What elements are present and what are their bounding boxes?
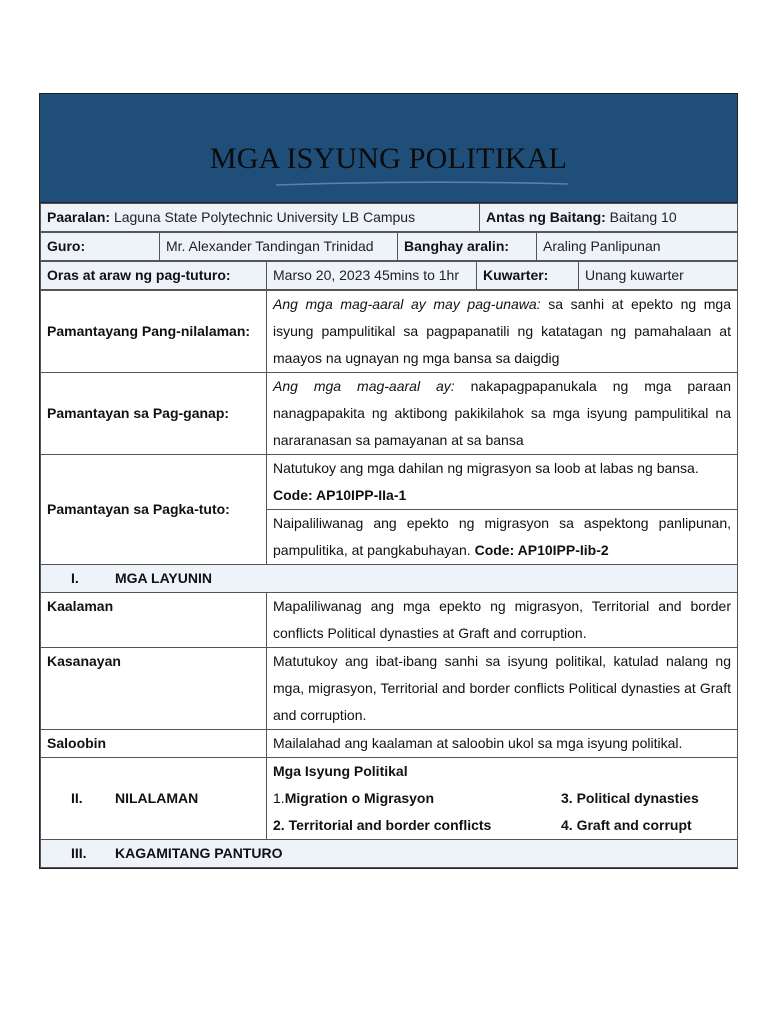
section-kagamitan-heading	[41, 840, 738, 868]
kasanayan-label: Kasanayan	[41, 648, 267, 730]
nilalaman-item-4: 4. Graft and corrupt	[561, 817, 692, 833]
nilalaman-list-row-2	[273, 812, 731, 839]
pamantayang-nilalaman-value	[267, 291, 738, 373]
row-saloobin	[41, 730, 738, 758]
pagka-tuto-1-text: Natutukoy ang mga dahilan ng migrasyon sa loob at labas ng bansa.	[273, 460, 699, 476]
row-pamantayan-pagka-tuto-1	[41, 455, 738, 510]
row-kasanayan	[41, 648, 738, 730]
section-kagamitan-num: III.	[71, 845, 87, 861]
content-table	[40, 290, 738, 868]
pagka-tuto-2-code: Code: AP10IPP-Iib-2	[474, 542, 609, 558]
row-section-kagamitan	[41, 840, 738, 868]
section-layunin-num: I.	[71, 570, 79, 586]
antas-value: Baitang 10	[609, 209, 677, 225]
guro-label: Guro:	[41, 233, 160, 261]
nilalaman-content	[267, 758, 738, 840]
banghay-label: Banghay aralin:	[398, 233, 537, 261]
nilalaman-item-1-text: Migration o Migrasyon	[284, 790, 435, 806]
kasanayan-value: Matutukoy ang ibat-ibang sanhi sa isyung politikal, katulad nalang ng mga, migrasyon, Territorial and border conflicts Political dynasties at Graft and corruption.	[267, 648, 738, 730]
document-title: MGA ISYUNG POLITIKAL	[209, 142, 568, 175]
kuwarter-label: Kuwarter:	[477, 262, 579, 290]
pamantayan-pagka-tuto-label: Pamantayan sa Pagka-tuto:	[41, 455, 267, 565]
nilalaman-item-1-num: 1.	[273, 790, 285, 806]
row-nilalaman	[41, 758, 738, 840]
oras-table	[40, 261, 738, 290]
row-pamantayan-pag-ganap	[41, 373, 738, 455]
cell-antas	[480, 204, 738, 232]
section-nilalaman-heading	[41, 758, 267, 840]
title-underline-decoration	[274, 180, 570, 188]
antas-label: Antas ng Baitang:	[486, 209, 606, 225]
guro-value: Mr. Alexander Tandingan Trinidad	[160, 233, 398, 261]
guro-table	[40, 232, 738, 261]
nilalaman-item-1	[273, 785, 434, 812]
section-layunin-label: MGA LAYUNIN	[115, 570, 212, 586]
paaralan-label: Paaralan:	[47, 209, 111, 225]
pagka-tuto-1-code: Code: AP10IPP-IIa-1	[273, 487, 407, 503]
nilalaman-text: sa sanhi at epekto ng mga isyung pampulitikal sa pagpapanatili ng katatagan ng pamahalaan at maayos na ugnayan ng mga bansa sa daigdig	[273, 296, 731, 366]
paaralan-value: Laguna State Polytechnic University LB Campus	[113, 209, 416, 225]
row-guro	[41, 233, 738, 261]
section-nilalaman-label: NILALAMAN	[115, 790, 199, 806]
section-layunin-heading	[41, 565, 738, 593]
pamantayan-pag-ganap-label: Pamantayan sa Pag-ganap:	[41, 373, 267, 455]
section-nilalaman-num: II.	[71, 790, 83, 806]
banghay-value: Araling Panlipunan	[537, 233, 738, 261]
kuwarter-value: Unang kuwarter	[579, 262, 738, 290]
section-kagamitan-label: KAGAMITANG PANTURO	[115, 845, 283, 861]
row-oras	[41, 262, 738, 290]
nilalaman-item-2: 2. Territorial and border conflicts	[273, 817, 492, 833]
kaalaman-label: Kaalaman	[41, 593, 267, 648]
header-info-table	[40, 203, 738, 232]
row-pamantayang-nilalaman	[41, 291, 738, 373]
pamantayang-nilalaman-label: Pamantayang Pang-nilalaman:	[41, 291, 267, 373]
nilalaman-heading: Mga Isyung Politikal	[273, 763, 408, 779]
saloobin-label: Saloobin	[41, 730, 267, 758]
oras-label: Oras at araw ng pag-tuturo:	[41, 262, 267, 290]
cell-paaralan	[41, 204, 480, 232]
kaalaman-value: Mapaliliwanag ang mga epekto ng migrasyon, Territorial and border conflicts Political dynasties at Graft and corruption.	[267, 593, 738, 648]
row-kaalaman	[41, 593, 738, 648]
pamantayan-pag-ganap-value	[267, 373, 738, 455]
oras-value: Marso 20, 2023 45mins to 1hr	[267, 262, 477, 290]
pagka-tuto-2-text: Naipaliliwanag ang epekto ng migrasyon sa aspektong panlipunan, pampulitika, at pangkabuhayan.	[273, 515, 731, 558]
row-section-layunin	[41, 565, 738, 593]
pagka-tuto-2-value	[267, 510, 738, 565]
row-paaralan	[41, 204, 738, 232]
nilalaman-list-row-1	[273, 785, 731, 812]
nilalaman-item-3: 3. Political dynasties	[561, 790, 699, 806]
nilalaman-lead: Ang mga mag-aaral ay may pag-unawa:	[273, 296, 541, 312]
lesson-plan-document	[39, 93, 738, 869]
title-banner	[40, 94, 737, 203]
pagka-tuto-1-value	[267, 455, 738, 510]
ganap-text: nakapagpapanukala ng mga paraan nanagpapakita ng aktibong pakikilahok sa mga isyung pampulitikal na nararanasan sa pamayanan at sa bansa	[273, 378, 731, 448]
ganap-lead: Ang mga mag-aaral ay:	[273, 378, 455, 394]
saloobin-value: Mailalahad ang kaalaman at saloobin ukol sa mga isyung politikal.	[267, 730, 738, 758]
